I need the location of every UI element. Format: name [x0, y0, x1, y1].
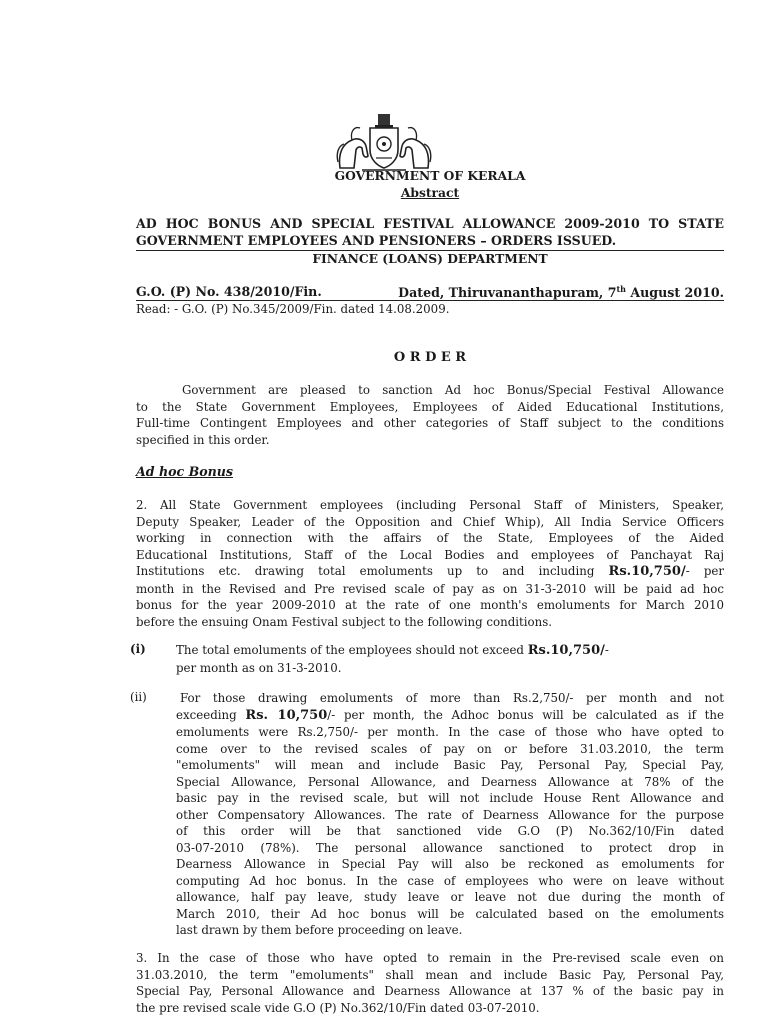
para2-line: Deputy Speaker, Leader of the Opposition and Chief Whip), All India Service Officers: [136, 514, 724, 529]
intro-line: Government are pleased to sanction Ad hoc Bonus/Special Festival Allowance: [182, 383, 724, 397]
condition-ii-text: [176, 690, 724, 939]
read-reference: Read: - G.O. (P) No.345/2009/Fin. dated 14.08.2009.: [136, 302, 450, 316]
go-line: [136, 284, 724, 299]
para2-line: Educational Institutions, Staff of the Local Bodies and employees of Panchayat Raj: [136, 547, 724, 562]
abstract-label: Abstract: [400, 185, 460, 200]
government-title: GOVERNMENT OF KERALA: [334, 168, 526, 183]
kerala-emblem-icon: [332, 110, 436, 174]
condition-ii-line: 03-07-2010 (78%). The personal allowance sanctioned to protect drop in: [176, 840, 724, 855]
condition-ii-line: "emoluments" will mean and include Basic Pay, Personal Pay, Special Pay,: [176, 758, 724, 772]
paragraph-2: [136, 497, 724, 630]
condition-ii-label: (ii): [130, 690, 147, 704]
order-title: O R D E R: [393, 350, 467, 365]
condition-ii-line: For those drawing emoluments of more than Rs.2,750/- per month and not: [180, 691, 724, 705]
subject-line-1: AD HOC BONUS AND SPECIAL FESTIVAL ALLOWANCE 2009-2010 TO STATE: [136, 216, 724, 231]
condition-ii-line: come over to the revised scales of pay on or before 31.03.2010, the term: [176, 741, 724, 756]
condition-ii-line: of this order will be that sanctioned vide G.O (P) No.362/10/Fin dated: [176, 824, 724, 838]
para3-line: 31.03.2010, the term "emoluments" shall mean and include Basic Pay, Personal Pay,: [136, 967, 724, 982]
intro-paragraph: [136, 382, 724, 448]
intro-line: specified in this order.: [136, 432, 270, 447]
para3-line: the pre revised scale vide G.O (P) No.362/10/Fin dated 03-07-2010.: [136, 1000, 540, 1015]
subject-line-2: GOVERNMENT EMPLOYEES AND PENSIONERS – ORDERS ISSUED.: [136, 233, 617, 248]
condition-ii-line: basic pay in the revised scale, but will not include House Rent Allowance and: [176, 791, 724, 805]
section-title: Ad hoc Bonus: [136, 464, 234, 479]
para2-line: bonus for the year 2009-2010 at the rate of one month's emoluments for March 2010: [136, 598, 724, 612]
para2-line: 2. All State Government employees (including Personal Staff of Ministers, Speaker,: [136, 498, 724, 512]
condition-ii-line: Dearness Allowance in Special Pay will also be reckoned as emoluments for: [176, 857, 724, 871]
department-name: FINANCE (LOANS) DEPARTMENT: [312, 251, 548, 266]
intro-line: to the State Government Employees, Employees of Aided Educational Institutions,: [136, 399, 724, 414]
condition-i-label: (i): [130, 642, 146, 656]
go-date: Dated, Thiruvananthapuram, 7th August 2010.: [398, 284, 724, 301]
condition-i-line: per month as on 31-3-2010.: [176, 660, 342, 675]
para2-line: before the ensuing Onam Festival subject to the following conditions.: [136, 614, 553, 629]
para2-line: month in the Revised and Pre revised scale of pay as on 31-3-2010 will be paid ad hoc: [136, 581, 724, 596]
go-number: G.O. (P) No. 438/2010/Fin.: [136, 284, 322, 299]
condition-ii-line: emoluments were Rs.2,750/- per month. In the case of those who have opted to: [176, 725, 724, 739]
para3-line: 3. In the case of those who have opted to remain in the Pre-revised scale even on: [136, 951, 724, 965]
condition-ii-line: allowance, half pay leave, study leave or leave not due during the month of: [176, 890, 724, 904]
condition-ii-line: computing Ad hoc bonus. In the case of employees who were on leave without: [176, 873, 724, 888]
go-divider: [136, 300, 724, 301]
condition-i-line: The total emoluments of the employees should not exceed Rs.10,750/-: [176, 643, 609, 658]
condition-ii-line: Special Allowance, Personal Allowance, and Dearness Allowance at 78% of the: [176, 774, 724, 789]
para2-line-amount: Institutions etc. drawing total emoluments up to and including Rs.10,750/- per: [136, 564, 724, 579]
para3-line: Special Pay, Personal Allowance and Dearness Allowance at 137 % of the basic pay in: [136, 984, 724, 998]
condition-ii-line: exceeding Rs. 10,750/- per month, the Adhoc bonus will be calculated as if the: [176, 707, 724, 723]
condition-ii-line: other Compensatory Allowances. The rate of Dearness Allowance for the purpose: [176, 807, 724, 822]
para2-line: working in connection with the affairs of the State, Employees of the Aided: [136, 531, 724, 545]
condition-ii-line: last drawn by them before proceeding on leave.: [176, 923, 463, 937]
condition-ii-line: March 2010, their Ad hoc bonus will be calculated based on the emoluments: [176, 906, 724, 921]
paragraph-3: [136, 950, 724, 1016]
condition-i-text: [176, 642, 724, 676]
intro-line: Full-time Contingent Employees and other categories of Staff subject to the conditions: [136, 416, 724, 430]
